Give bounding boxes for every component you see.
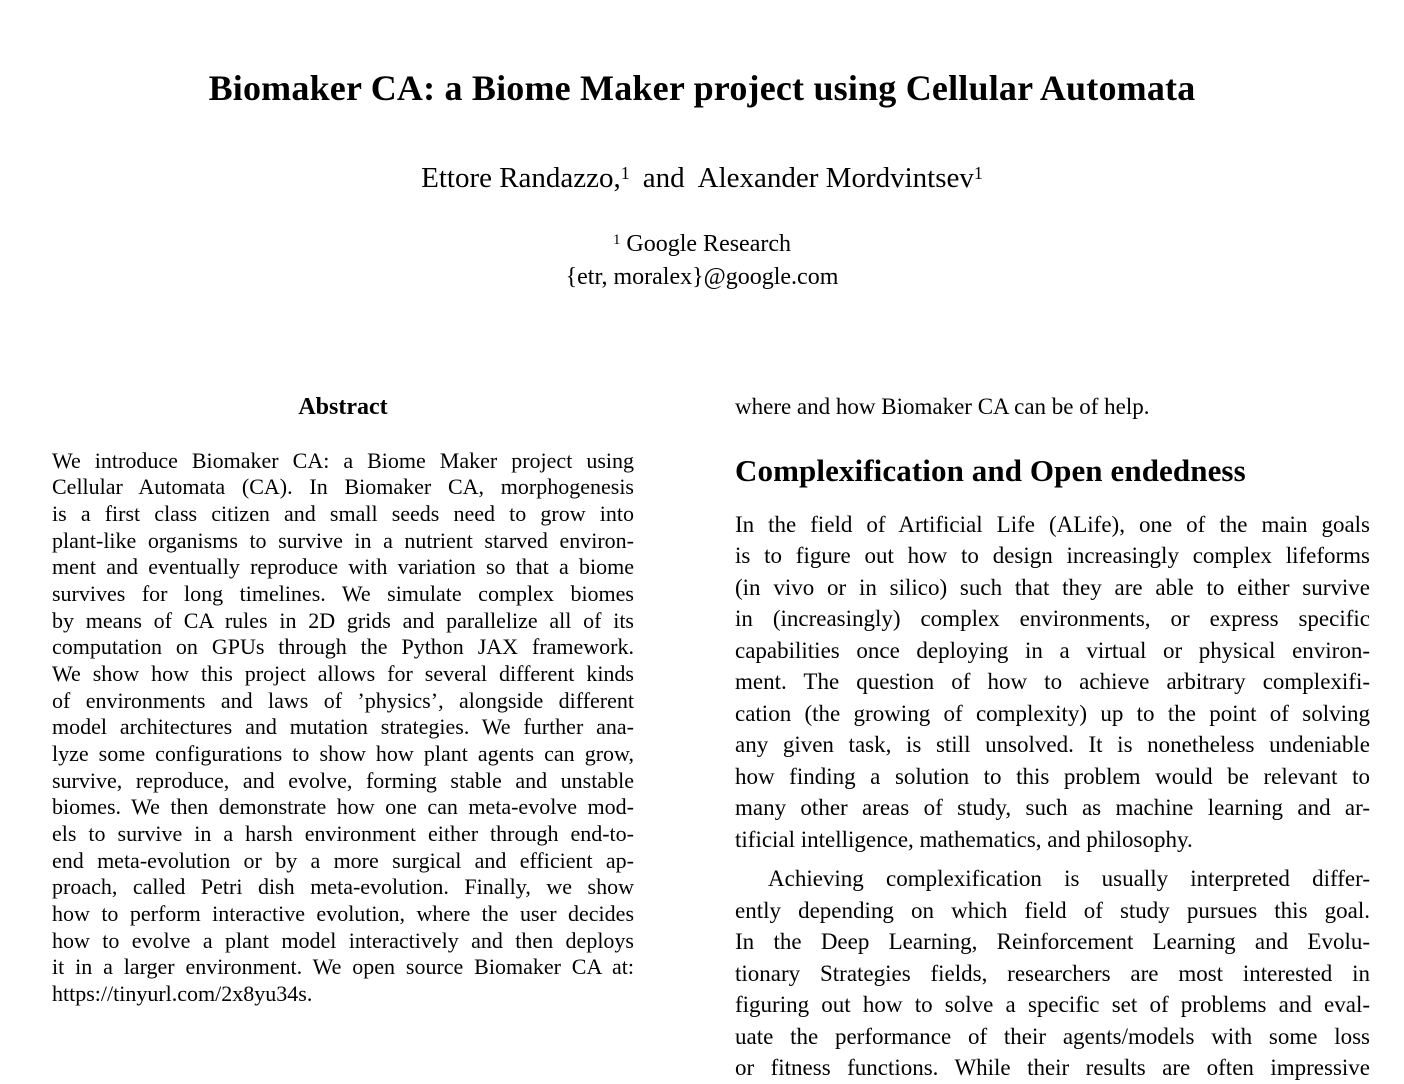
text-line: (in vivo or in silico) such that they are able to either survive	[735, 574, 1370, 600]
left-column	[52, 394, 634, 1008]
text-line: is a first class citizen and small seeds need to grow into	[52, 501, 634, 527]
text-line: by means of CA rules in 2D grids and parallelize all of its	[52, 607, 634, 633]
text-line: els to survive in a harsh environment either through end-to-	[52, 821, 634, 847]
text-line: In the Deep Learning, Reinforcement Learning and Evolu-	[735, 929, 1370, 954]
abstract-paragraph	[52, 448, 634, 1008]
text-line: Cellular Automata (CA). In Biomaker CA, morphogenesis	[52, 474, 634, 500]
affiliation-name: Google Research	[620, 231, 792, 257]
author-1-name: Ettore Randazzo,	[421, 162, 621, 194]
paper-title: Biomaker CA: a Biome Maker project using Cellular Automata	[208, 68, 1196, 108]
right-column	[735, 391, 1370, 1084]
affiliation-mark: 1	[612, 232, 621, 249]
text-line: biomes. We then demonstrate how one can meta-evolve mod-	[52, 794, 634, 820]
author-2-affiliation-mark: 1	[973, 162, 983, 183]
abstract-heading: Abstract	[298, 394, 388, 420]
text-line: how finding a solution to this problem would be relevant to	[735, 763, 1370, 789]
text-line: it in a larger environment. We open source Biomaker CA at:	[52, 954, 634, 980]
text-line: We introduce Biomaker CA: a Biome Maker project using	[52, 447, 634, 473]
text-line: is to figure out how to design increasingly complex lifeforms	[735, 543, 1370, 568]
author-1-affiliation-mark: 1	[620, 162, 630, 183]
text-line: or fitness functions. While their results are often impressive	[735, 1055, 1370, 1080]
text-line: figuring out how to solve a specific set of problems and eval-	[735, 992, 1370, 1017]
text-line: uate the performance of their agents/models with some loss	[735, 1023, 1370, 1049]
text-line: tionary Strategies fields, researchers are most interested in	[735, 960, 1370, 986]
text-line: tificial intelligence, mathematics, and philosophy.	[735, 826, 1193, 852]
text-line: many other areas of study, such as machine learning and ar-	[735, 795, 1370, 820]
text-line: https://tinyurl.com/2x8yu34s.	[52, 981, 313, 1007]
text-line: Achieving complexification is usually interpreted differ-	[768, 866, 1370, 891]
text-line: computation on GPUs through the Python JAX framework.	[52, 634, 634, 660]
text-line: ment. The question of how to achieve arbitrary complexifi-	[735, 669, 1370, 694]
author-2-name: Alexander Mordvintsev	[697, 162, 974, 194]
affiliation-block	[0, 228, 1404, 294]
text-line: capabilities once deploying in a virtual or physical environ-	[735, 637, 1370, 663]
text-line: cation (the growing of complexity) up to the point of solving	[735, 700, 1370, 726]
text-line: ently depending on which field of study pursues this goal.	[735, 897, 1370, 923]
body-paragraph-2	[735, 863, 1370, 1084]
text-line: lyze some configurations to show how plant agents can grow,	[52, 741, 634, 767]
text-line: We show how this project allows for several different kinds	[52, 661, 634, 687]
text-line: survive, reproduce, and evolve, forming stable and unstable	[52, 767, 634, 793]
section-heading: Complexification and Open endedness	[735, 452, 1246, 488]
text-line: how to perform interactive evolution, where the user decides	[52, 901, 634, 927]
text-line: ment and eventually reproduce with variation so that a biome	[52, 554, 634, 580]
text-line: model architectures and mutation strategies. We further ana-	[52, 714, 634, 740]
text-line: end meta-evolution or by a more surgical and efficient ap-	[52, 847, 634, 873]
text-line: in (increasingly) complex environments, or express specific	[735, 606, 1370, 631]
body-paragraph-1	[735, 509, 1370, 856]
text-line: any given task, is still unsolved. It is nonetheless undeniable	[735, 732, 1370, 757]
text-line: survives for long timelines. We simulate complex biomes	[52, 581, 634, 607]
text-line: In the field of Artificial Life (ALife), one of the main goals	[735, 511, 1370, 537]
authors-conjunction: and	[642, 162, 685, 194]
text-line: how to evolve a plant model interactively and then deploys	[52, 927, 634, 953]
text-line: plant-like organisms to survive in a nutrient starved environ-	[52, 527, 634, 553]
text-line: proach, called Petri dish meta-evolution. Finally, we show	[52, 874, 634, 900]
email-line: {etr, moralex}@google.com	[565, 264, 839, 290]
authors-line	[0, 164, 1404, 193]
text-line: of environments and laws of ’physics’, alongside different	[52, 687, 634, 713]
affiliation-line	[0, 228, 1404, 261]
continuation-line: where and how Biomaker CA can be of help.	[735, 394, 1150, 419]
